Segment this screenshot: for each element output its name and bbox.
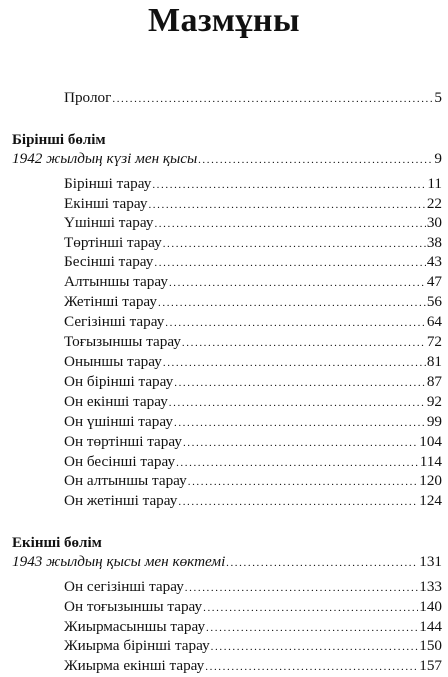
toc-entry-label: Үшінші тарау [64,214,154,231]
dot-leader [178,492,418,512]
toc-entry-page: 47 [426,273,442,290]
toc-entry-label: Он сегізінші тарау [64,578,184,595]
dot-leader [158,293,426,313]
toc-chapter-5[interactable] [64,252,442,273]
toc-entry-page: 22 [426,195,442,212]
toc-entry-page: 99 [426,413,442,430]
dot-leader [152,175,426,195]
toc-entry-page: 87 [426,373,442,390]
toc-entry-page: 38 [426,234,442,251]
toc-entry-page: 140 [419,598,442,615]
toc-entry-page: 81 [426,353,442,370]
toc-entry-page: 56 [426,293,442,310]
dot-leader [163,234,426,254]
toc-entry-label: Бесінші тарау [64,253,154,270]
toc-entry-page: 72 [426,333,442,350]
toc-entry-label: Жетінші тарау [64,293,157,310]
toc-entry-page: 64 [426,313,442,330]
toc-entry-label: Алтыншы тарау [64,273,168,290]
toc-entry-page: 157 [419,657,442,674]
toc-chapter-9[interactable] [64,332,442,353]
part-subtitle-2[interactable] [12,552,442,573]
dot-leader [226,553,418,573]
dot-leader [183,433,418,453]
toc-entry-label: Он төртінші тарау [64,433,182,450]
part-title-2: Екінші бөлім [12,535,102,551]
toc-entry-label: 1942 жылдың күзі мен қысы [12,150,198,167]
toc-entry-page: 120 [419,472,442,489]
dot-leader [169,273,426,293]
toc-entry-page: 114 [419,453,442,470]
toc-entry-label: Он бесінші тарау [64,453,176,470]
toc-chapter-12[interactable] [64,392,442,413]
part-subtitle-1[interactable] [12,149,442,170]
toc-chapter-3[interactable] [64,213,442,234]
toc-entry-label: Оныншы тарау [64,353,162,370]
dot-leader [154,214,425,234]
toc-entry-label: Он тоғызыншы тарау [64,598,203,615]
toc-entry-page: 30 [426,214,442,231]
toc-entry-label: Жиырмасыншы тарау [64,618,206,635]
dot-leader [112,89,433,109]
dot-leader [198,150,433,170]
toc-entry-page: 43 [426,253,442,270]
toc-entry-prologue[interactable] [64,88,442,109]
toc-entry-label: Жиырма екінші тарау [64,657,205,674]
toc-entry-page: 92 [426,393,442,410]
toc-entry-page: 150 [419,637,442,654]
toc-entry-label: Екінші тарау [64,195,148,212]
toc-entry-page: 5 [434,89,442,106]
toc-entry-label: Он алтыншы тарау [64,472,187,489]
dot-leader [174,413,426,433]
toc-chapter-19[interactable] [64,597,442,618]
toc-entry-label: Тоғызыншы тарау [64,333,181,350]
toc-entry-label: Төртінші тарау [64,234,162,251]
toc-chapter-8[interactable] [64,312,442,333]
toc-chapter-18[interactable] [64,577,442,598]
dot-leader [176,453,419,473]
dot-leader [203,598,418,618]
toc-entry-page: 144 [419,618,442,635]
toc-chapter-22[interactable] [64,656,442,677]
page-title: Мазмұны [147,2,301,39]
toc-chapter-17[interactable] [64,491,442,512]
toc-chapter-15[interactable] [64,452,442,473]
toc-entry-page: 131 [419,553,442,570]
toc-entry-label: Пролог [64,89,112,106]
dot-leader [169,393,426,413]
dot-leader [211,637,419,657]
dot-leader [205,657,418,677]
dot-leader [165,313,426,333]
toc-entry-label: Жиырма бірінші тарау [64,637,210,654]
toc-entry-label: Сегізінші тарау [64,313,165,330]
part-title-1: Бірінші бөлім [12,132,106,148]
dot-leader [163,353,426,373]
toc-entry-label: 1943 жылдың қысы мен көктемі [12,553,226,570]
toc-chapter-7[interactable] [64,292,442,313]
toc-chapter-2[interactable] [64,194,442,215]
toc-entry-page: 124 [419,492,442,509]
dot-leader [174,373,426,393]
dot-leader [154,253,425,273]
dot-leader [188,472,418,492]
dot-leader [185,578,418,598]
toc-chapter-13[interactable] [64,412,442,433]
toc-chapter-1[interactable] [64,174,442,195]
toc-entry-label: Он үшінші тарау [64,413,173,430]
toc-chapter-20[interactable] [64,617,442,638]
toc-entry-label: Бірінші тарау [64,175,152,192]
dot-leader [182,333,426,353]
toc-entry-page: 11 [427,175,442,192]
toc-entry-page: 104 [419,433,442,450]
toc-entry-label: Он бірінші тарау [64,373,174,390]
toc-chapter-6[interactable] [64,272,442,293]
toc-chapter-11[interactable] [64,372,442,393]
toc-entry-label: Он жетінші тарау [64,492,178,509]
toc-chapter-16[interactable] [64,471,442,492]
toc-entry-label: Он екінші тарау [64,393,168,410]
toc-entry-page: 9 [434,150,442,167]
toc-entry-page: 133 [419,578,442,595]
toc-chapter-10[interactable] [64,352,442,373]
dot-leader [206,618,418,638]
toc-chapter-14[interactable] [64,432,442,453]
toc-chapter-21[interactable] [64,636,442,657]
toc-chapter-4[interactable] [64,233,442,254]
dot-leader [148,195,425,215]
